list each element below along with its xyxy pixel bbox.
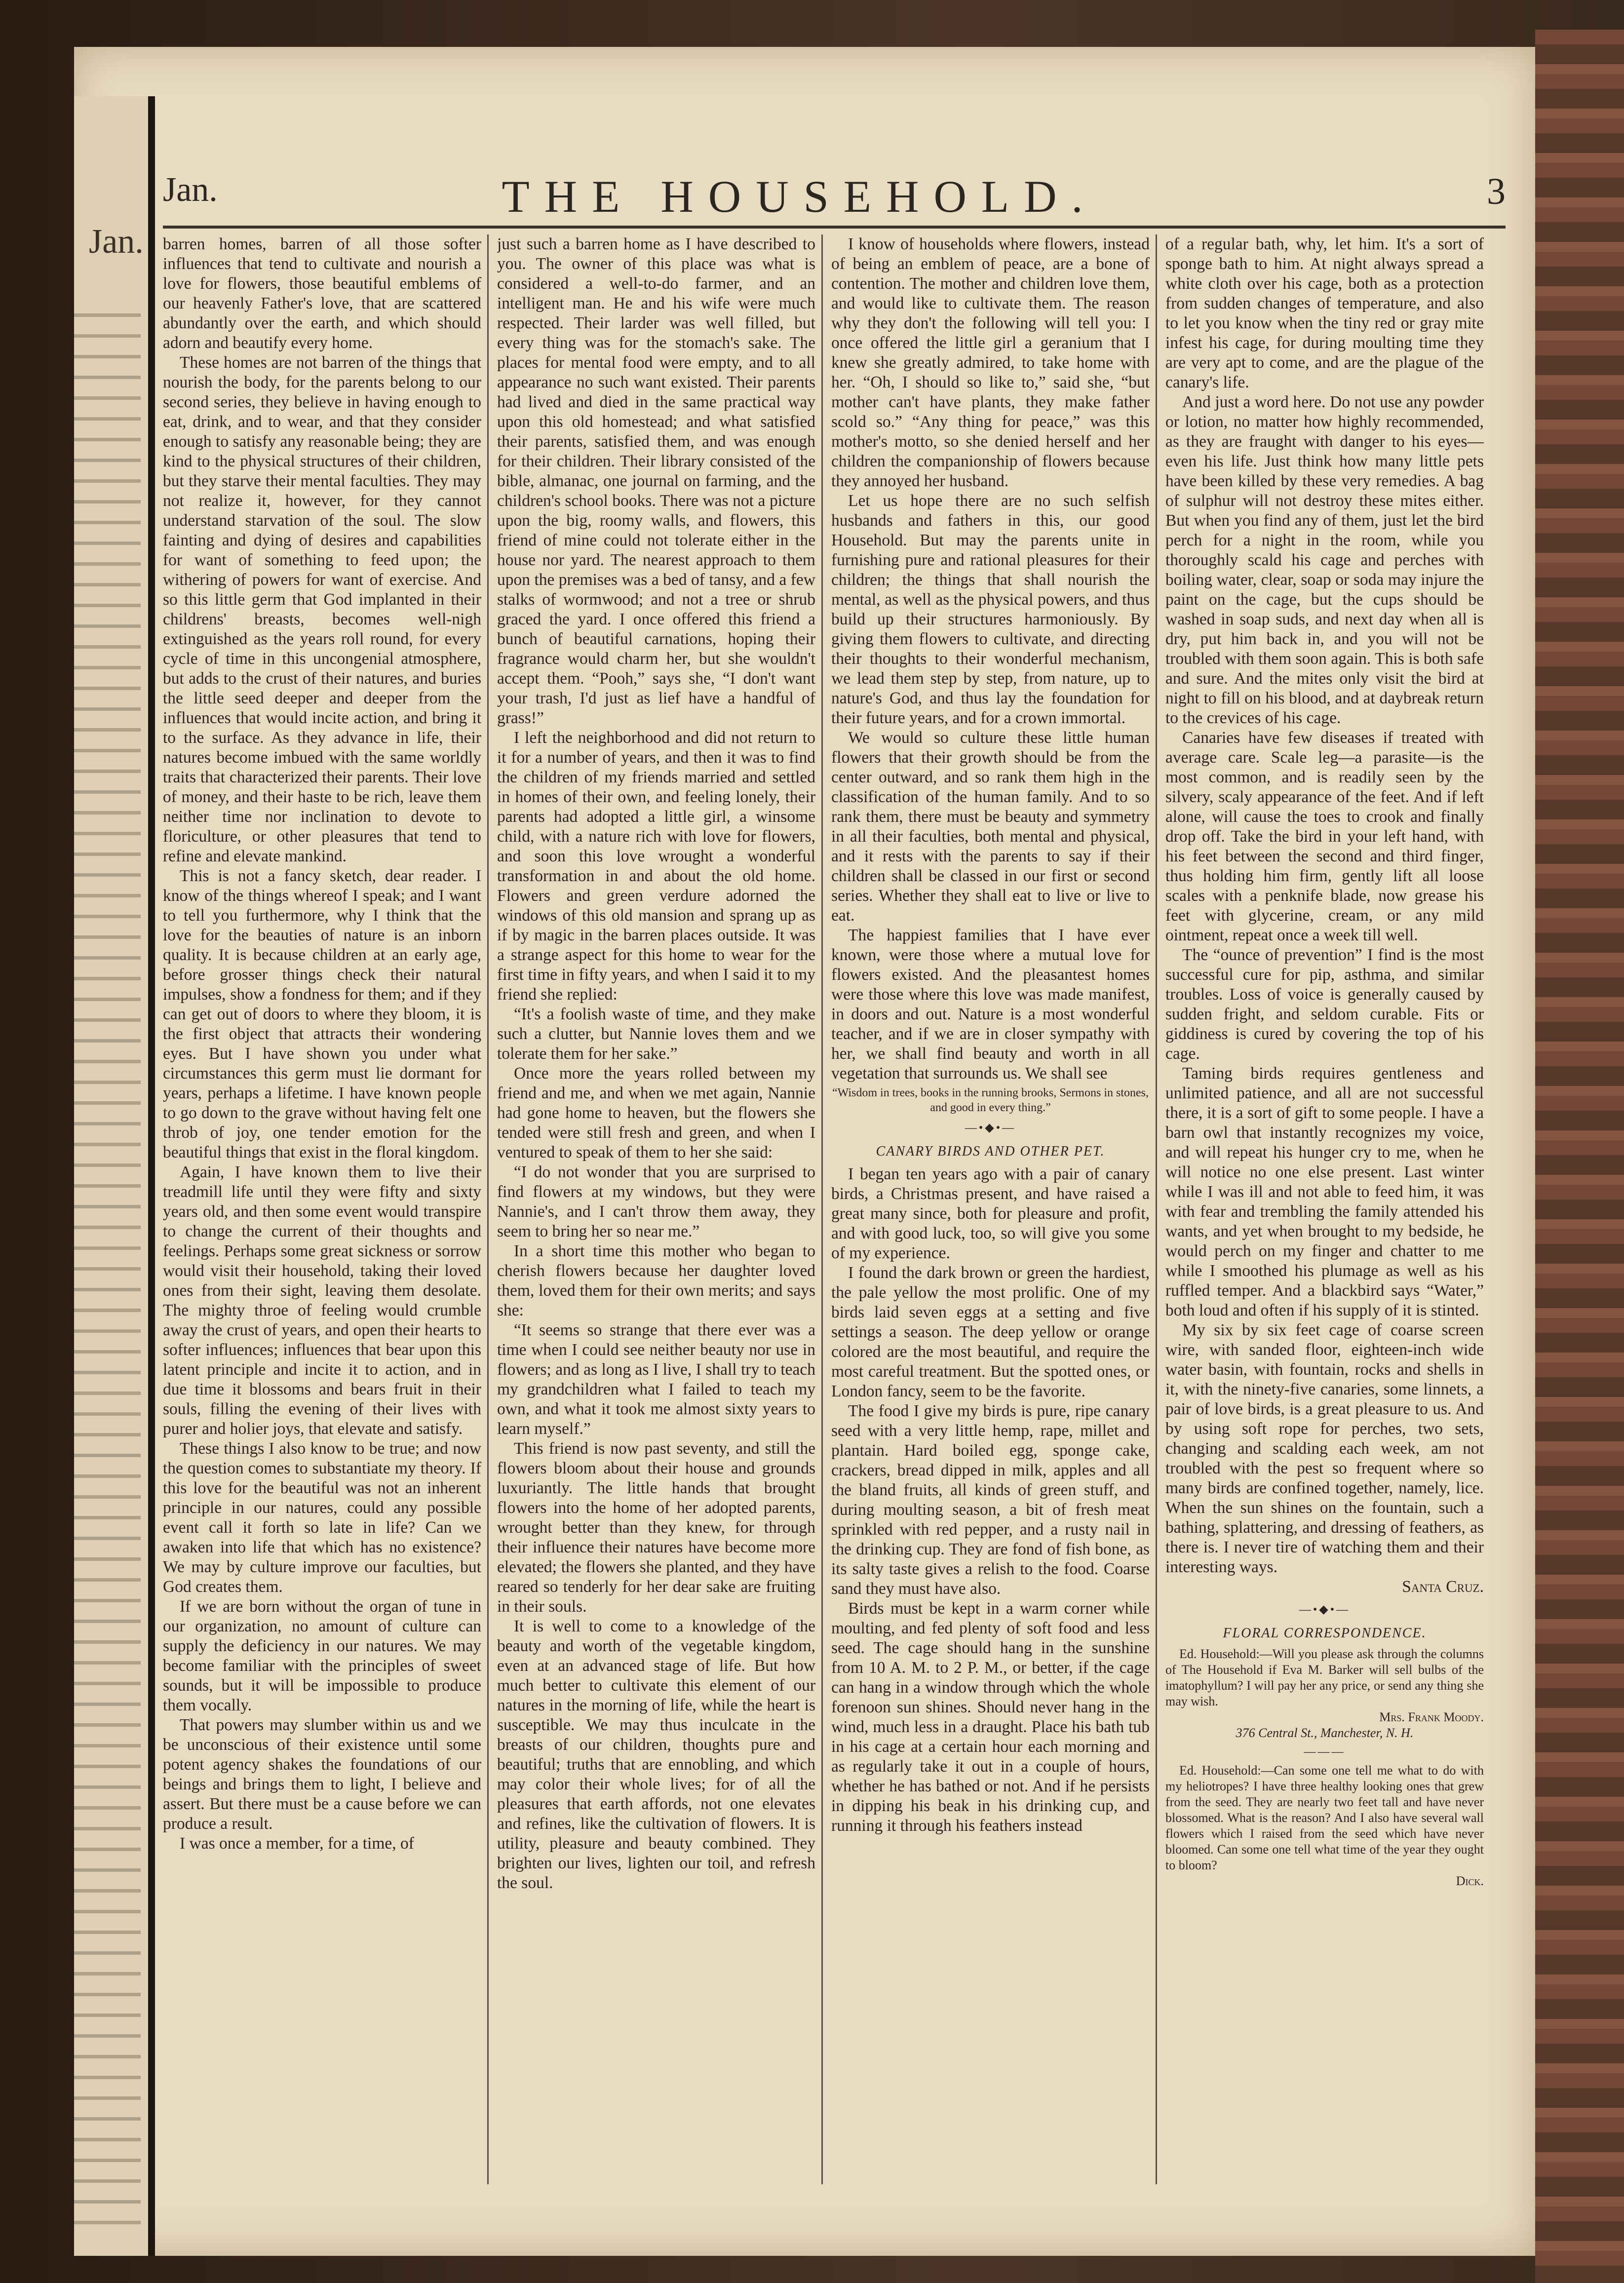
author-signature: Santa Cruz. (1402, 1578, 1484, 1596)
paragraph: If we are born without the organ of tune in our organization, no amount of culture can supply the deficiency in our natures. We may become familiar with the principles of sweet sounds, but it will be impossible to produce them vocally. (163, 1597, 481, 1714)
paragraph: My six by six feet cage of coarse screen wire, with sanded floor, eighteen-inch wide water basin, with fountain, rocks and shells in it, with the ninety-five canaries, some linnets, a pair of love birds, is a great pleasure to us. And by using soft rope for perches, two sets, changing and scalding each week, am not troubled with the pest so frequent where so many birds are confined together, namely, lice. When the sun shines on the fountain, such a bathing, splattering, and dressing of feathers, as there is. I never tire of watching them and their interesting ways. (1165, 1321, 1484, 1576)
paragraph: just such a barren home as I have described to you. The owner of this place was what is considered a well-to-do farmer, and an intelligent man. He and his wife were much respected. Their larder was well filled, but every thing was for the stomach's sake. The places for mental food were empty, and to all appearance no such want existed. Their parents had lived and died in the same practical way upon this old homestead; and what satisfied their parents, satisfied them, and was enough for their children. Their library consisted of the bible, almanac, one journal on farming, and the children's school books. There was not a picture upon the big, roomy walls, and flowers, this friend of mine could not tolerate either in the house nor yard. The nearest approach to them upon the premises was a bed of tansy, and a few stalks of wormwood; and not a tree or shrub graced the yard. I once offered this friend a bunch of beautiful carnations, hoping their fragrance would charm her, but she wouldn't accept them. “Pooh,” says she, “I don't want your trash, I'd just as lief have a handful of grass!” (497, 235, 815, 727)
letter: Ed. Household:—Will you please ask through the columns of The Household if Eva M. Barker will sell bulbs of the imatophyllum? I will pay her any price, or send any thing she may wish. (1165, 1647, 1484, 1708)
paragraph: And just a word here. Do not use any powder or lotion, no matter how highly recommended, as they are fraught with danger to his eyes—even his life. Just think how many little pets have been killed by these very remedies. A bag of sulphur will not destroy these mites either. But when you find any of them, just let the bird perch for a night in the room, while you thoroughly scald his cage and perches with boiling water, clear, soap or soda may injure the paint on the cage, but the cups should be washed in soap suds, and next day when all is dry, put him back in, and you will not be troubled with them soon again. This is both safe and sure. And the mites only visit the bird at night to fill on his blood, and at daybreak return to the crevices of his cage. (1165, 393, 1484, 727)
ornament-divider: —•◆•— (1299, 1603, 1351, 1616)
paragraph: This friend is now past seventy, and still the flowers bloom about their house and grounds luxuriantly. The little hands that brought flowers into the home of her adopted parents, wrought better than they knew, for through their influence their natures have become more elevated; the flowers she planted, and they have reared so tenderly for her dear sake are fruiting in their souls. (497, 1439, 815, 1616)
correspondence-section (1165, 1646, 1484, 1889)
paragraph: I found the dark brown or green the hardiest, the pale yellow the most prolific. One of my birds laid seven eggs at a setting and five settings a season. The deep yellow or orange colored are the most beautiful, and require the most careful treatment. But the spotted ones, or London fancy, seem to be the favorite. (831, 1264, 1150, 1400)
facing-page-edge (74, 96, 155, 2256)
newspaper-page (74, 47, 1535, 2256)
header-rule (163, 226, 1506, 229)
column-2 (497, 234, 815, 2184)
paragraph: I know of households where flowers, instead of being an emblem of peace, are a bone of contention. The mother and children love them, and would like to cultivate them. The reason why they don't the following will tell you: I once offered the little girl a geranium that I knew she greatly admired, to take home with her. “Oh, I should so like to,” said she, “but mother can't have plants, they make father scold so.” “Any thing for peace,” was this mother's motto, so she denied herself and her children the companionship of flowers because they annoyed her husband. (831, 235, 1150, 490)
article-heading: FLORAL CORRESPONDENCE. (1223, 1625, 1427, 1641)
facing-page-text (74, 313, 141, 2239)
column-rule (1156, 234, 1157, 2184)
paragraph: Once more the years rolled between my friend and me, and when we met again, Nannie had gone home to heaven, but the flowers she tended were still fresh and green, and when I ventured to speak of them to her she said: (497, 1064, 815, 1161)
paragraph: “It seems so strange that there ever was a time when I could see neither beauty nor use in flowers; and as long as I live, I shall try to teach my grandchildren what I failed to teach my own, and what it took me almost sixty years to learn myself.” (497, 1321, 815, 1438)
page-header (94, 170, 1506, 230)
paragraph: Let us hope there are no such selfish husbands and fathers in this, our good Household. But may the parents unite in furnishing pure and rational pleasures for their children; the things that shall nourish the mental, as well as the physical powers, and thus build up their structures harmoniously. By giving them flowers to cultivate, and directing their thoughts to their wonderful mechanism, we lead them step by step, from nature, up to nature's God, and thus lay the foundation for their future years, and for a crown immortal. (831, 492, 1150, 727)
book-cover-edge (1535, 30, 1624, 2283)
header-month: Jan. (163, 171, 218, 209)
masthead-title: THE HOUSEHOLD. (502, 171, 1098, 222)
article-heading: CANARY BIRDS AND OTHER PET. (876, 1144, 1105, 1159)
poem-quote: “Wisdom in trees, books in the running brooks, Sermons in stones, and good in every thing.” (832, 1086, 1149, 1114)
paragraph: It is well to come to a knowledge of the beauty and worth of the vegetable kingdom, even at an advanced stage of life. But how much better to cultivate this element of our natures in the morning of life, while the heart is susceptible. We may thus inculcate in the breasts of our children, thoughts pure and beautiful; truths that are ennobling, and which may color their whole lives; for of all the pleasures that earth affords, not one elevates and refines, like the cultivation of flowers. It is utility, pleasure and beauty combined. They brighten our lives, lighten our toil, and refresh the soul. (497, 1617, 815, 1892)
letter-signature: Mrs. Frank Moody. (1379, 1710, 1484, 1724)
column-1 (163, 234, 481, 2184)
short-rule: ——— (1304, 1745, 1346, 1758)
ornament-divider: —•◆•— (965, 1122, 1016, 1134)
paragraph: This is not a fancy sketch, dear reader. I know of the things whereof I speak; and I want to tell you furthermore, why I think that the love for the beauties of nature is an inborn quality. It is because children at an early age, before grosser things check their natural impulses, show a fondness for them; and if they can get out of doors to where they bloom, it is the first object that attracts their wondering eyes. But I have shown you under what circumstances this germ must lie dormant for years, perhaps a lifetime. I have known people to go down to the grave without having felt one throb of joy, one tender emotion for the beautiful things that exist in the floral kingdom. (163, 867, 481, 1161)
paragraph: Canaries have few diseases if treated with average care. Scale leg—a parasite—is the most common, and is readily seen by the silvery, scaly appearance of the feet. And if left alone, will cause the toes to crook and finally drop off. Take the bird in your left hand, with his feet between the second and third finger, thus holding him firm, gently lift all loose scales with a penknife blade, now grease his feet with glycerine, cream, or any mild ointment, repeat once a week till well. (1165, 729, 1484, 944)
paragraph: I was once a member, for a time, of (180, 1834, 414, 1853)
column-rule (487, 234, 489, 2184)
paragraph: That powers may slumber within us and we be unconscious of their existence until some potent agency shakes the foundations of our beings and brings them to light, I believe and assert. But there must be a cause before we can produce a result. (163, 1716, 481, 1833)
paragraph: The “ounce of prevention” I find is the most successful cure for pip, asthma, and similar troubles. Loss of voice is generally caused by sudden fright, and seldom curable. Fits or giddiness is cured by covering the top of his cage. (1165, 946, 1484, 1063)
paragraph: In a short time this mother who began to cherish flowers because her daughter loved them, loved them for their own merits; and says she: (497, 1242, 815, 1319)
paragraph: These things I also know to be true; and now the question comes to substantiate my theory. If this love for the beautiful was not an inherent principle in our natures, could any possible event call it forth so late in life? Can we awaken into life that which has no existence? We may by culture improve our faculties, but God creates them. (163, 1439, 481, 1596)
paragraph: I left the neighborhood and did not return to it for a number of years, and then it was to find the children of my friends married and settled in homes of their own, and feeling lonely, their parents had adopted a little girl, a winsome child, with a nature rich with love for flowers, and soon this love wrought a wonderful transformation in and about the old home. Flowers and green verdure adorned the windows of this old mansion and sprang up as if by magic in the barren places outside. It was a strange aspect for this home to wear for the first time in fifty years, and when I said it to my friend she replied: (497, 729, 815, 1004)
letter-signature: Dick. (1456, 1874, 1484, 1888)
paragraph: These homes are not barren of the things that nourish the body, for the parents belong to our second series, they believe in having enough to eat, drink, and to wear, and that they consider enough to satisfy any reasonable being; they are kind to the physical structures of their children, but they starve their mental faculties. They may not realize it, however, for they cannot understand starvation of the soul. The slow fainting and dying of desires and capabilities for want of something to feed upon; the withering of powers for want of exercise. And so this little germ that God implanted in their childrens' breasts, becomes well-nigh extinguished as the years roll round, for every cycle of time in this uncongenial atmosphere, but adds to the crust of their natures, and buries the little seed deeper and deeper from the influences that would incite action, and bring it to the surface. As they advance in life, their natures become imbued with the same worldly traits that characterized their parents. Their love of money, and their haste to be rich, leave them neither time nor inclination to devote to floriculture, or other pleasures that tend to refine and elevate mankind. (163, 353, 481, 865)
paragraph: of a regular bath, why, let him. It's a sort of sponge bath to him. At night always spread a white cloth over his cage, both as a protection from sudden changes of temperature, and also to let you know when the tiny red or gray mite infest his cage, for during moulting time they are very apt to come, and are the plague of the canary's life. (1165, 235, 1484, 391)
facing-page-month: Jan. (89, 223, 144, 261)
paragraph: The food I give my birds is pure, ripe canary seed with a very little hemp, rape, millet and plantain. Hard boiled egg, sponge cake, crackers, bread dipped in milk, apples and all the bland fruits, all kinds of green stuff, and during moulting season, a bit of fresh meat sprinkled with red pepper, and a rusty nail in the drinking cup. They are fond of fish bone, as its salty taste gives a relish to the food. Coarse sand they must have also. (831, 1402, 1150, 1598)
letter: Ed. Household:—Can some one tell me what to do with my heliotropes? I have three healthy looking ones that grew from the seed. They are nearly two feet tall and have never blossomed. What is the reason? And I also have several wall flowers which I raised from the seed which have never bloomed. Can some one tell what time of the year they ought to bloom? (1165, 1763, 1484, 1872)
column-rule (821, 234, 823, 2184)
column-3 (831, 234, 1150, 2184)
paragraph: Birds must be kept in a warm corner while moulting, and fed plenty of soft food and less seed. The cage should hang in the sunshine from 10 A. M. to 2 P. M., or better, if the cage can hang in a window through which the whole forenoon sun shines. Should never hang in the wind, much less in a draught. Place his bath tub in his cage at a certain hour each morning and as regularly take it out in a couple of hours, whether he has bathed or not. And if he persists in dipping his beak in his drinking cup, and running it through his feathers instead (831, 1599, 1150, 1835)
paragraph: We would so culture these little human flowers that their growth should be from the center outward, and so rank them high in the classification of the human family. And to so rank them, there must be beauty and symmetry in all their faculties, both mental and physical, and it rests with the parents to say if their children shall be classed in our first or second series. Whether they shall eat to live or live to eat. (831, 729, 1150, 925)
paragraph: barren homes, barren of all those softer influences that tend to cultivate and nourish a love for flowers, those beautiful emblems of our heavenly Father's love, that are scattered abundantly over the earth, and which should adorn and beautify every home. (163, 235, 481, 352)
page-number: 3 (1487, 171, 1506, 212)
paragraph: Taming birds requires gentleness and unlimited patience, and all are not successful there, it is a sort of gift to some people. I have a barn owl that instantly recognizes my voice, and will repeat his hunger cry to me, when he will notice no one else present. Last winter while I was ill and not able to feed him, it was with fear and trembling the family attended his wants, and yet when brought to my bedside, he would perch on my finger and chatter to me while I smoothed his plumage as well as his ruffled temper. And a blackbird says “Water,” both loud and often if his supply of it is stinted. (1165, 1064, 1484, 1319)
paragraph: Again, I have known them to live their treadmill life until they were fifty and sixty years old, and then some event would transpire to change the current of their thoughts and feelings. Perhaps some great sickness or sorrow would visit their household, taking their loved ones from their sight, leaving them desolate. The mighty throe of feeling would crumble away the crust of years, and open their hearts to softer influences; influences that bear upon this latent principle and incite it to action, and in due time it blossoms and bears fruit in their souls, filling the evening of their lives with purer and holier joys, that elevate and satisfy. (163, 1163, 481, 1438)
paragraph: “It's a foolish waste of time, and they make such a clutter, but Nannie loves them and we tolerate them for her sake.” (497, 1005, 815, 1063)
paragraph: The happiest families that I have ever known, were those where a mutual love for flowers existed. And the pleasantest homes were those where this love was made manifest, in doors and out. Nature is a most wonderful teacher, and if we are in closer sympathy with her, we shall find beauty and worth in all vegetation that surrounds us. We shall see (831, 926, 1150, 1083)
column-4 (1165, 234, 1484, 2184)
paragraph: I began ten years ago with a pair of canary birds, a Christmas present, and have raised a great many since, both for pleasure and profit, and with good luck, too, so will give you some of my experience. (831, 1165, 1150, 1262)
paragraph: “I do not wonder that you are surprised to find flowers at my windows, but they were Nannie's, and I can't throw them away, they seem to bring her so near me.” (497, 1163, 815, 1240)
letter-address: 376 Central St., Manchester, N. H. (1236, 1726, 1414, 1740)
